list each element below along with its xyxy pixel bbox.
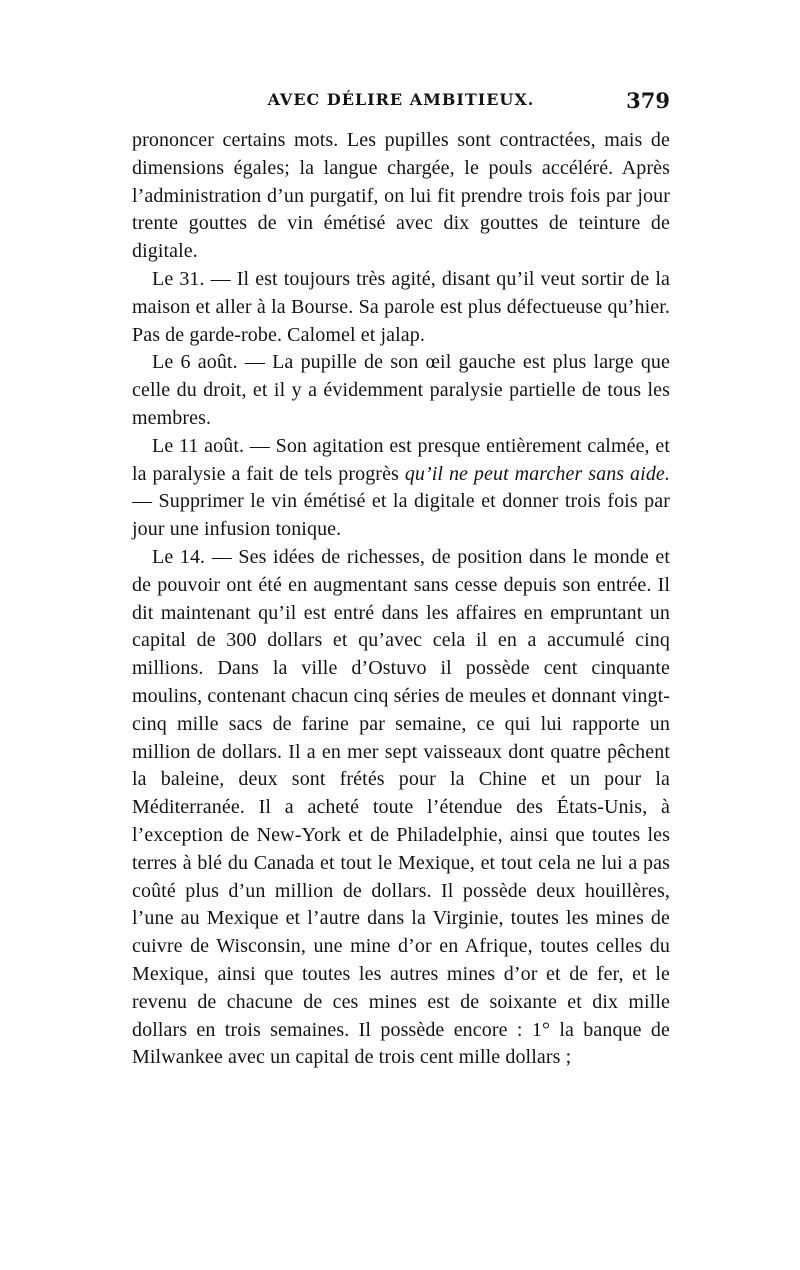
paragraph-le-31: Le 31. — Il est toujours très agité, disant qu’il veut sortir de la maison et aller à la Bourse. Sa parole est plus défectueuse qu’hier. Pas de garde-robe. Calomel et jalap.: [132, 267, 670, 346]
paragraph-continued: prononcer certains mots. Les pupilles sont contractées, mais de dimensions égales; la langue chargée, le pouls accéléré. Après l’administration d’un purgatif, on lui fit prendre trois fois par jour trente gouttes de vin émétisé avec dix gouttes de teinture de digitale.: [132, 129, 670, 263]
paragraph-le-11-aout: [132, 433, 670, 544]
body-text: [132, 127, 670, 1072]
running-head: [132, 90, 670, 120]
page-number: 379: [626, 88, 670, 113]
paragraph-le-14: Le 14. — Ses idées de richesses, de position dans le monde et de pouvoir ont été en augmentant sans cesse depuis son entrée. Il dit maintenant qu’il est entré dans les affaires en empruntant un capital de 300 dollars et qu’avec cela il en a accumulé cinq millions. Dans la ville d’Ostuvo il possède cent cinquante moulins, contenant chacun cinq séries de meules et donnant vingt-cinq mille sacs de farine par semaine, ce qui lui rapporte un million de dollars. Il a en mer sept vaisseaux dont quatre pêchent la baleine, deux sont frétés pour la Chine et un pour la Méditerranée. Il a acheté toute l’étendue des États-Unis, à l’exception de New-York et de Philadelphie, ainsi que toutes les terres à blé du Canada et tout le Mexique, et tout cela ne lui a pas coûté plus d’un million de dollars. Il possède deux houillères, l’une au Mexique et l’autre dans la Virginie, toutes les mines de cuivre de Wisconsin, une mine d’or en Afrique, toutes celles du Mexique, ainsi que toutes les autres mines d’or et de fer, et le revenu de chacune de ces mines est de soixante et dix mille dollars en trois semaines. Il possède encore : 1° la banque de Milwankee avec un capital de trois cent mille dollars ;: [132, 545, 670, 1069]
paragraph-text: Le 11 août. — Son agitation est presque entièrement calmée, et la paralysie a fait de tels progrès: [132, 434, 670, 485]
running-title: AVEC DÉLIRE AMBITIEUX.: [267, 90, 535, 109]
paragraph-text: — Supprimer le vin émétisé et la digitale et donner trois fois par jour une infusion tonique.: [132, 490, 670, 541]
italic-phrase: qu’il ne peut marcher sans aide.: [404, 462, 670, 485]
paragraph-le-6-aout: Le 6 août. — La pupille de son œil gauche est plus large que celle du droit, et il y a évidemment paralysie partielle de tous les membres.: [132, 351, 670, 429]
